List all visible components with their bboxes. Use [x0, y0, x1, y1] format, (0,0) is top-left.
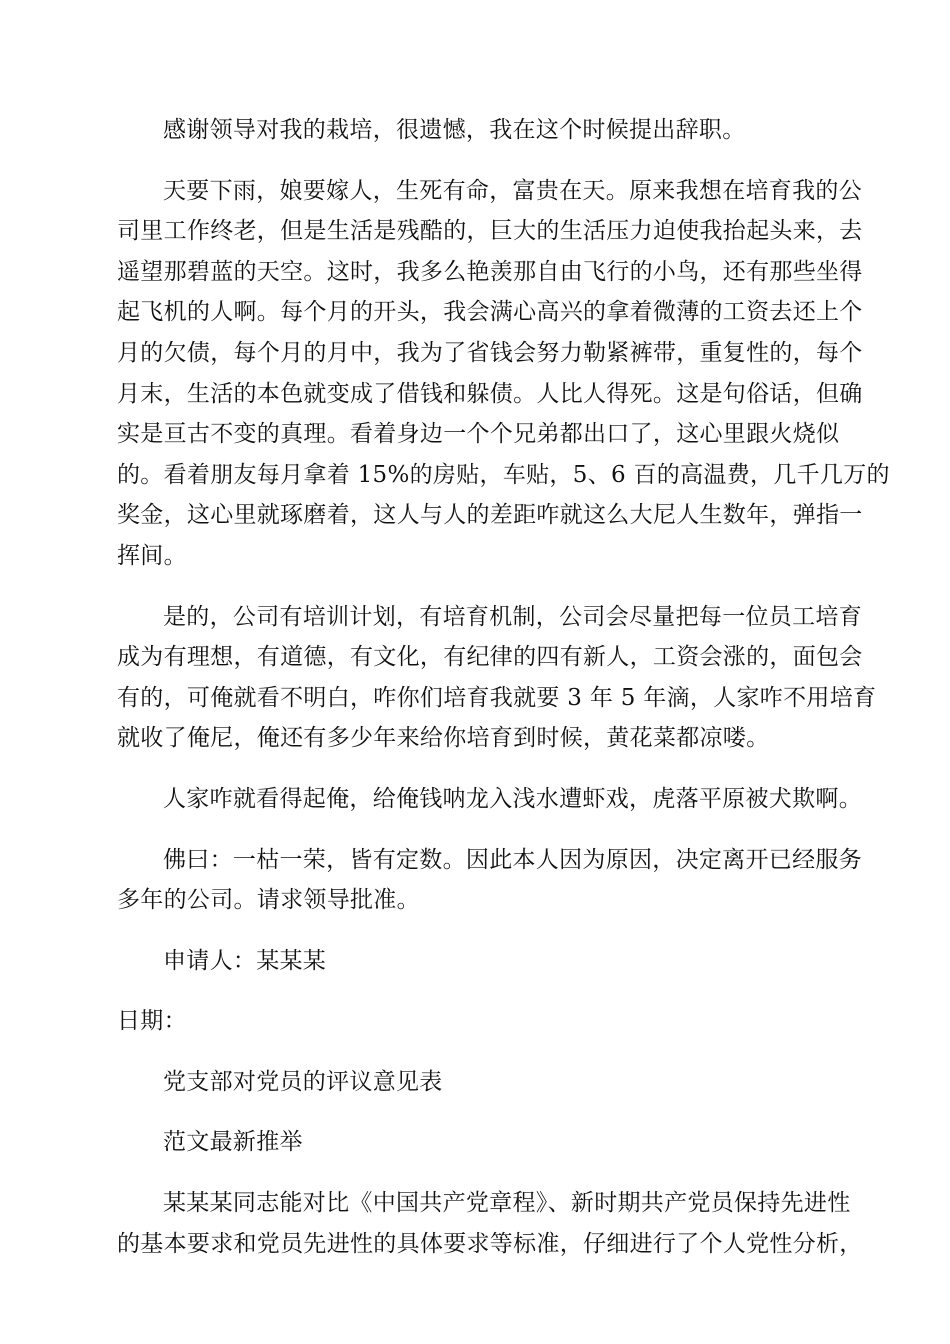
text-line: 人家咋就看得起俺，给俺钱呐龙入浅水遭虾戏，虎落平原被犬欺啊。 [163, 785, 862, 812]
text-line: 天要下雨，娘要嫁人，生死有命，富贵在天。原来我想在培育我的公 [163, 177, 862, 204]
text-line: 月的欠债，每个月的月中，我为了省钱会努力勒紧裤带，重复性的，每个 [117, 339, 863, 366]
text-line: 司里工作终老，但是生活是残酷的，巨大的生活压力迫使我抬起头来，去 [117, 218, 863, 245]
text-line: 是的，公司有培训计划，有培育机制，公司会尽量把每一位员工培育 [163, 603, 862, 630]
applicant-signature [117, 941, 833, 982]
date-line [117, 1001, 833, 1042]
text-line: 日期： [117, 1008, 187, 1035]
text-line: 挥间。 [117, 542, 187, 569]
text-line: 佛曰：一枯一荣，皆有定数。因此本人因为原因，决定离开已经服务 [163, 846, 862, 873]
paragraph-evaluation [117, 1183, 863, 1264]
paragraph-training [117, 597, 877, 759]
text-line: 就收了俺尼，俺还有多少年来给你培育到时候，黄花菜都凉喽。 [117, 725, 770, 752]
text-line: 月末，生活的本色就变成了借钱和躲债。人比人得死。这是句俗话，但确 [117, 380, 863, 407]
paragraph-idiom [117, 779, 862, 820]
text-line: 多年的公司。请求领导批准。 [117, 887, 420, 914]
text-line: 感谢领导对我的栽培，很遗憾，我在这个时候提出辞职。 [163, 117, 746, 143]
text-line: 有的，可俺就看不明白，咋你们培育我就要 3 年 5 年滴，人家咋不用培育 [117, 684, 877, 711]
text-line: 党支部对党员的评议意见表 [163, 1068, 443, 1095]
text-line: 起飞机的人啊。每个月的开头，我会满心高兴的拿着微薄的工资去还上个 [117, 299, 863, 326]
text-line: 奖金，这心里就琢磨着，这人与人的差距咋就这么大尼人生数年，弹指一 [117, 502, 863, 529]
text-line: 申请人：某某某 [163, 947, 327, 974]
paragraph-decision [117, 840, 862, 921]
paragraph-thanks [117, 110, 833, 151]
section-subheading [117, 1122, 833, 1163]
paragraph-reasons [117, 171, 890, 577]
text-line: 成为有理想，有道德，有文化，有纪律的四有新人，工资会涨的，面包会 [117, 644, 863, 671]
text-line: 范文最新推举 [163, 1129, 303, 1156]
text-line: 的基本要求和党员先进性的具体要求等标准，仔细进行了个人党性分析， [117, 1230, 863, 1257]
text-line: 某某某同志能对比《中国共产党章程》、新时期共产党员保持先进性 [163, 1190, 851, 1217]
text-line: 遥望那碧蓝的天空。这时，我多么艳羡那自由飞行的小鸟，还有那些坐得 [117, 258, 863, 285]
text-line: 的。看着朋友每月拿着 15%的房贴，车贴，5、6 百的高温费，几千几万的 [117, 461, 890, 488]
document-body [117, 110, 890, 1284]
text-line: 实是亘古不变的真理。看着身边一个个兄弟都出口了，这心里跟火烧似 [117, 421, 840, 448]
section-heading-evaluation-form [117, 1062, 833, 1103]
